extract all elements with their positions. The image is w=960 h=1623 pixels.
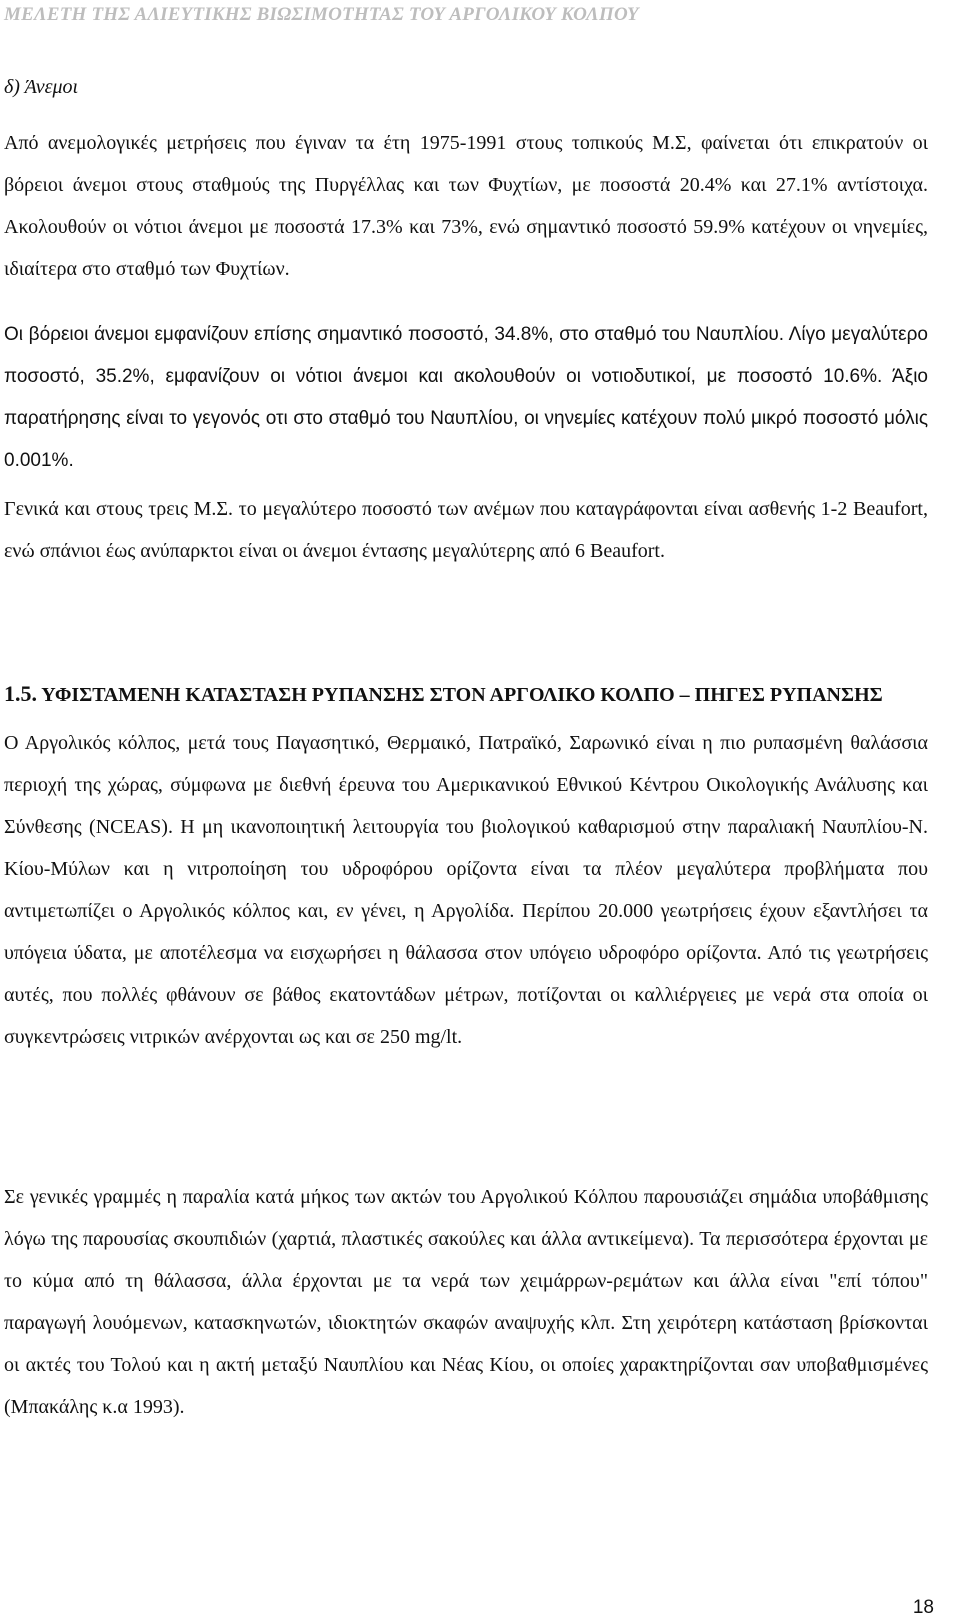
subsection-title: δ) Άνεμοι (4, 76, 79, 98)
running-header: ΜΕΛΕΤΗ ΤΗΣ ΑΛΙΕΥΤΙΚΗΣ ΒΙΩΣΙΜΟΤΗΤΑΣ ΤΟΥ ΑΡΓΟΛΙΚΟΥ ΚΟΛΠΟΥ (4, 4, 639, 25)
section-title: ΥΦΙΣΤΑΜΕΝΗ ΚΑΤΑΣΤΑΣΗ ΡΥΠΑΝΣΗΣ ΣΤΟΝ ΑΡΓΟΛΙΚΟ ΚΟΛΠΟ – ΠΗΓΕΣ ΡΥΠΑΝΣΗΣ (41, 684, 883, 706)
paragraph-winds-3: Γενικά και στους τρεις Μ.Σ. το μεγαλύτερο ποσοστό των ανέμων που καταγράφονται είναι ασθενής 1-2 Beaufort, ενώ σπάνιοι έως ανύπαρκτοι είναι οι άνεμοι έντασης μεγαλύτερης από 6 Beaufort. (4, 498, 928, 562)
section-number: 1.5. (4, 681, 37, 706)
paragraph-winds-1: Από ανεμολογικές μετρήσεις που έγιναν τα έτη 1975-1991 στους τοπικούς Μ.Σ, φαίνεται ότι επικρατούν οι βόρειοι άνεμοι στους σταθμούς της Πυργέλλας και των Φυχτίων, με ποσοστά 20.4% και 27.1% αντίστοιχα. Ακολουθούν οι νότιοι άνεμοι με ποσοστά 17.3% και 73%, ενώ σημαντικό ποσοστό 59.9% κατέχουν οι νηνεμίες, ιδιαίτερα στο σταθμό των Φυχτίων. (4, 132, 928, 280)
paragraph-pollution-2: Σε γενικές γραμμές η παραλία κατά μήκος των ακτών του Αργολικού Κόλπου παρουσιάζει σημάδια υποβάθμισης λόγω της παρουσίας σκουπιδιών (χαρτιά, πλαστικές σακούλες και άλλα αντικείμενα). Τα περισσότερα έρχονται με το κύμα από τη θάλασσα, άλλα έρχονται με τα νερά των χειμάρρων-ρεμάτων και άλλα είναι "επί τόπου" παραγωγή λουόμενων, κατασκηνωτών, ιδιοκτητών σκαφών αναψυχής κλπ. Στη χειρότερη κατάσταση βρίσκονται οι ακτές του Τολού και η ακτή μεταξύ Ναυπλίου και Νέας Κίου, οι οποίες χαρακτηρίζονται σαν υποβαθμισμένες (Μπακάλης κ.α 1993). (4, 1186, 928, 1418)
paragraph-pollution-1: Ο Αργολικός κόλπος, μετά τους Παγασητικό, Θερμαικό, Πατραϊκό, Σαρωνικό είναι η πιο ρυπασμένη θαλάσσια περιοχή της χώρας, σύμφωνα με διεθνή έρευνα του Αμερικανικού Εθνικού Κέντρου Οικολογικής Ανάλυσης και Σύνθεσης (NCEAS). Η μη ικανοποιητική λειτουργία του βιολογικού καθαρισμού στην παραλιακή Ναυπλίου-Ν. Κίου-Μύλων και η νιτροποίηση του υδροφόρου ορίζοντα είναι τα πλέον μεγαλύτερα προβλήματα που αντιμετωπίζει ο Αργολικός κόλπος και, εν γένει, η Αργολίδα. Περίπου 20.000 γεωτρήσεις έχουν εξαντλήσει τα υπόγεια ύδατα, με αποτέλεσμα να εισχωρήσει η θάλασσα στον υπόγειο υδροφόρο ορίζοντα. Από τις γεωτρήσεις αυτές, που πολλές φθάνουν σε βάθος εκατοντάδων μέτρων, ποτίζονται οι καλλιέργειες με νερά στα οποία οι συγκεντρώσεις νιτρικών ανέρχονται ως και σε 250 mg/lt. (4, 732, 928, 1048)
section-heading (4, 676, 928, 713)
paragraph-winds-2: Οι βόρειοι άνεμοι εμφανίζουν επίσης σημαντικό ποσοστό, 34.8%, στο σταθμό του Ναυπλίου. Λίγο μεγαλύτερο ποσοστό, 35.2%, εμφανίζουν οι νότιοι άνεμοι και ακολουθούν οι νοτιοδυτικοί, με ποσοστό 10.6%. Άξιο παρατήρησης είναι το γεγονός οτι στο σταθμό του Ναυπλίου, οι νηνεμίες κατέχουν πολύ μικρό ποσοστό μόλις 0.001%. (4, 324, 928, 471)
page-number: 18 (912, 1597, 934, 1618)
